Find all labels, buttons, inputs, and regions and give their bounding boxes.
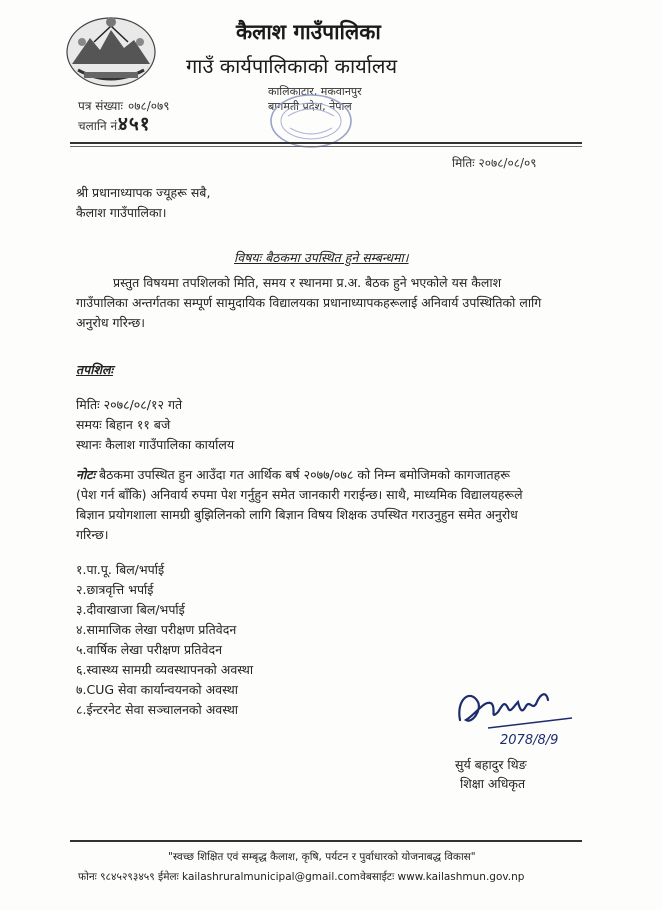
meeting-place: स्थानः कैलाश गाउँपालिका कार्यालय <box>76 437 235 452</box>
footer-contact: फोनः ९८४५२९३४५९ ईमेलः kailashruralmunicipal@gmail.comवेबसाईटः www.kailashmun.gov.np <box>78 871 525 883</box>
addressee-line-2: कैलाश गाउँपालिका। <box>76 205 167 220</box>
body-paragraph-line-3: अनुरोध गरिन्छ। <box>76 315 145 330</box>
document-item: ७.CUG सेवा कार्यान्वयनको अवस्था <box>76 682 238 697</box>
meeting-date: मितिः २०७८/०८/१२ गते <box>76 397 183 412</box>
note-text-1: बैठकमा उपस्थित हुन आउँदा गत आर्थिक बर्ष २०७७/०७८ को निम्न बमोजिमको कागजातहरू <box>95 467 510 482</box>
organization-name: कैलाश गाउँपालिका <box>236 20 381 44</box>
header-divider-thin <box>70 146 582 147</box>
nepal-emblem-logo <box>64 12 158 88</box>
document-item: ६.स्वास्थ्य सामग्री व्यवस्थापनको अवस्था <box>76 662 254 677</box>
document-item: ३.दीवाखाजा बिल/भर्पाई <box>76 602 185 617</box>
note-line-2: (पेश गर्न बाँकि) अनिवार्य रुपमा पेश गर्नुहुन समेत जानकारी गराईन्छ। साथै, माध्यमिक विद्यालयहरूले <box>76 487 523 502</box>
body-paragraph-line-2: गाउँपालिका अन्तर्गतका सम्पूर्ण सामुदायिक विद्यालयका प्रधानाध्यापकहरूलाई अनिवार्य उपस्थितिको लागि <box>76 295 542 310</box>
note-line-3: बिज्ञान प्रयोगशाला सामग्री बुझिलिनको लागि बिज्ञान विषय शिक्षक उपस्थित गराउनुहुन समेत अनुरोध <box>76 507 518 522</box>
document-item: २.छात्रवृत्ति भर्पाई <box>76 582 154 597</box>
chalani-value: ४५१ <box>118 113 151 135</box>
addressee-line-1: श्री प्रधानाध्यापक ज्यूहरू सबै, <box>76 185 211 200</box>
signer-name: सुर्य बहादुर थिङ <box>455 757 527 772</box>
note-line-1 <box>76 465 510 485</box>
address-line-1: कालिकाटार, मकवानपुर <box>268 85 362 98</box>
handwritten-signature <box>452 680 582 752</box>
address-line-2: बागमती प्रदेश, नेपाल <box>268 100 352 113</box>
footer-slogan: "स्वच्छ शिक्षित एवं सम्बृद्ध कैलाश, कृषि, पर्यटन र पुर्वाधारको योजनाबद्ध विकास" <box>168 851 476 863</box>
details-heading: तपशिलः <box>76 362 113 377</box>
subject-line: विषयः बैठकमा उपस्थित हुने सम्बन्धमा। <box>234 250 409 265</box>
patra-value: ०७८/०७९ <box>128 99 170 113</box>
document-item: ४.सामाजिक लेखा परीक्षण प्रतिवेदन <box>76 622 237 637</box>
document-item: ५.वार्षिक लेखा परीक्षण प्रतिवेदन <box>76 642 223 657</box>
body-paragraph-line-1: प्रस्तुत विषयमा तपशिलको मिति, समय र स्थानमा प्र.अ. बैठक हुने भएकोले यस कैलाश <box>113 275 502 290</box>
signer-title: शिक्षा अधिकृत <box>460 776 526 791</box>
meeting-time: समयः बिहान ११ बजे <box>76 417 171 432</box>
office-name: गाउँ कार्यपालिकाको कार्यालय <box>186 54 398 78</box>
patra-label: पत्र संख्याः <box>78 99 123 113</box>
chalani-label: चलानि नं. <box>78 119 121 133</box>
footer-divider <box>70 840 582 842</box>
signature-date: 2078/8/9 <box>500 733 559 748</box>
letter-date: मितिः २०७८/०८/०९ <box>452 156 537 170</box>
document-item: ८.ईन्टरनेट सेवा सञ्चालनको अवस्था <box>76 702 239 717</box>
note-line-4: गरिन्छ। <box>76 527 109 542</box>
document-item: १.पा.पू. बिल/भर्पाई <box>76 562 165 577</box>
note-label: नोटः <box>76 467 96 482</box>
header-divider <box>70 142 582 144</box>
